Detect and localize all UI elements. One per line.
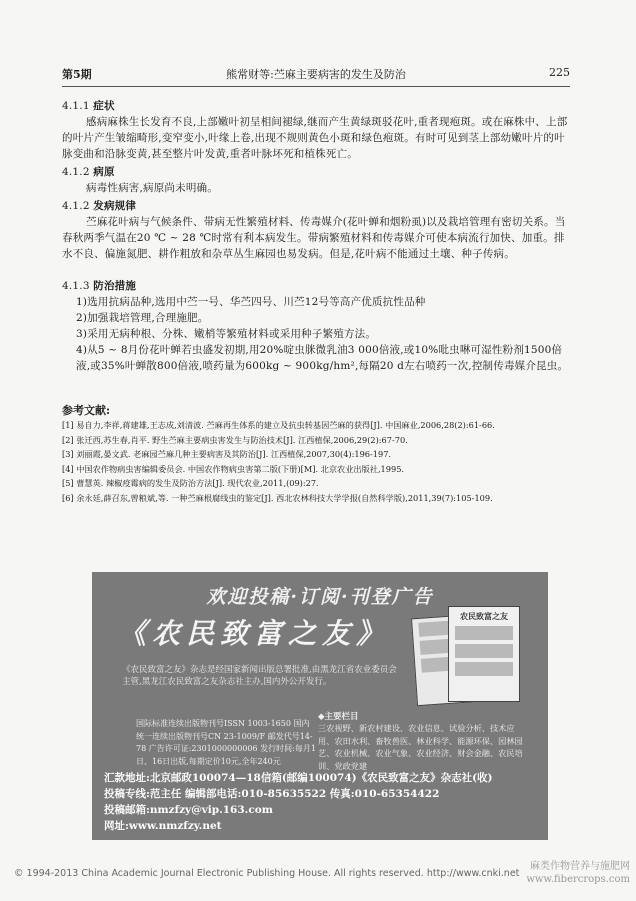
ad-publish-info: 国际标准连续出版物刊号ISSN 1003-1650 国内统一连续出版物刊号CN 23-1009/F 邮发代号14-78 广告许可证:2301000000006 发行时间:每月1日、16日出版,每期定价10元,全年240元: [136, 719, 316, 766]
control-item: 1)选用抗病品种,选用中苎一号、华苎四号、川苎12号等高产优质抗性品种: [76, 296, 426, 308]
reference-item: [6] 余永廷,薛召东,曾粮斌,等. 一种苎麻根腐线虫的鉴定[J]. 西北农林科技大学学报(自然科学版),2011,39(7):105-109.: [62, 492, 493, 503]
reference-item: [2] 张迁西,苏生春,肖平. 野生苎麻主要病虫害发生与防治技术[J]. 江西植保,2006,29(2):67-70.: [62, 434, 408, 445]
section-heading: [62, 278, 572, 294]
section-text: 苎麻花叶病与气候条件、带病无性繁殖材料、传毒媒介(花叶蝉和烟粉虱)以及栽培管理有密切关系。当春秋两季气温在20 ℃ ~ 28 ℃时常有利本病发生。带病繁殖材料和传毒媒介可使本病流行加快、加重。排水不良、偏施氮肥、耕作粗放和杂草丛生麻园也易发病。但是,花叶病不能通过土壤、种子传病。: [62, 216, 566, 260]
section-title: 症状: [93, 100, 115, 112]
ad-email[interactable]: 投稿邮箱:nmzfzy@vip.163.com: [104, 804, 273, 816]
running-title: 熊常财等:苎麻主要病害的发生及防治: [226, 68, 406, 81]
section-epidemiology: [62, 198, 572, 262]
magazine-advertisement: [92, 572, 548, 840]
section-heading: [62, 164, 572, 180]
reference-item: [4] 中国农作物病虫害编辑委员会. 中国农作物病虫害第二版(下册)[M]. 北京农业出版社,1995.: [62, 463, 405, 474]
ad-columns-title: ◆主要栏目: [318, 712, 359, 722]
ad-columns: 三农视野、新农村建设、农业信息、试验分析、技术应用、农田水利、畜牧兽医、林业科学、能源环保、园林园艺、农业机械、农业气象、农业经济、财会金融、农民培训、党政党建: [318, 723, 523, 771]
section-title: 病原: [93, 166, 115, 178]
ad-tagline: 欢迎投稿·订阅·刊登广告: [206, 586, 434, 608]
section-heading: [62, 98, 572, 114]
header-rule: [62, 86, 570, 87]
watermark: [526, 860, 630, 886]
watermark-url: www.fibercrops.com: [526, 874, 630, 885]
section-number: 4.1.3: [62, 280, 90, 292]
section-text: 病毒性病害,病原尚未明确。: [86, 182, 218, 194]
control-item: 2)加强栽培管理,合理施肥。: [76, 312, 209, 324]
control-item: 3)采用无病种根、分株、嫩梢等繁殖材料或采用种子繁殖方法。: [76, 328, 377, 340]
watermark-title: 麻类作物营养与施肥网: [530, 861, 630, 872]
ad-magazine-title: 《农民致富之友》: [117, 617, 390, 650]
ad-website[interactable]: 网址:www.nmzfzy.net: [104, 820, 222, 832]
ad-description: 《农民致富之友》杂志是经国家新闻出版总署批准,由黑龙江省农业委员会主管,黑龙江农民致富之友杂志社主办,国内外公开发行。: [122, 665, 397, 687]
references-list: [62, 418, 572, 505]
control-item: 4)从5 ~ 8月份花叶蝉若虫盛发初期,用20%啶虫脒微乳油3 000倍液,或10%吡虫啉可湿性粉剂1500倍液,或35%叶蝉散800倍液,喷药量为600kg ~ 900kg/hm²,每隔20 d左右喷药一次,控制传毒媒介昆虫。: [76, 344, 569, 372]
section-number: 4.1.2: [62, 166, 90, 178]
reference-item: [3] 刘丽霞,晏文武. 老麻园苎麻几种主要病害及其防治[J]. 江西植保,2007,30(4):196-197.: [62, 449, 392, 459]
copyright-line: © 1994-2013 China Academic Journal Electronic Publishing House. All rights reserved. http://www.cnki.net: [14, 868, 520, 879]
ad-contact-block: [104, 770, 544, 834]
ad-remit-address: 汇款地址:北京邮政100074—18信箱(邮编100074)《农民致富之友》杂志社(收): [104, 772, 493, 784]
section-title: 防治措施: [93, 280, 137, 292]
page-header: [62, 66, 570, 82]
section-title: 发病规律: [93, 200, 137, 212]
magazine-cover-image: [448, 606, 520, 702]
section-number: 4.1.2: [62, 200, 90, 212]
issue-number: 第5期: [62, 68, 92, 81]
ad-contact-phone: 投稿专线:范主任 编辑部电话:010-85635522 传真:010-65354422: [104, 788, 440, 800]
cover-title: 农民致富之友: [460, 611, 508, 621]
references-heading: 参考文献:: [62, 404, 111, 417]
section-control: [62, 278, 572, 374]
section-text: 感病麻株生长发育不良,上部嫩叶初呈相间褪绿,继而产生黄绿斑驳花叶,重者现疱斑。或在麻株中、上部的叶片产生皱缩畸形,变窄变小,叶缘上卷,出现不规则黄色小斑和绿色疱斑。有时可见到茎上部幼嫩叶片的叶脉变曲和沿脉变黄,甚至整片叶发黄,重者叶脉坏死和植株死亡。: [62, 116, 568, 160]
page-number: 225: [549, 66, 570, 79]
section-symptoms: [62, 98, 572, 162]
reference-item: [1] 易自力,李祥,蒋建雄,王志成,刘清波. 苎麻再生体系的建立及抗虫转基因苎麻的获得[J]. 中国麻业,2006,28(2):61-66.: [62, 420, 495, 430]
section-heading: [62, 198, 572, 214]
section-number: 4.1.1: [62, 100, 90, 112]
reference-item: [5] 曹慧英. 辣椒疫霉病的发生及防治方法[J]. 现代农业,2011,(09):27.: [62, 478, 319, 488]
section-pathogen: [62, 164, 572, 196]
